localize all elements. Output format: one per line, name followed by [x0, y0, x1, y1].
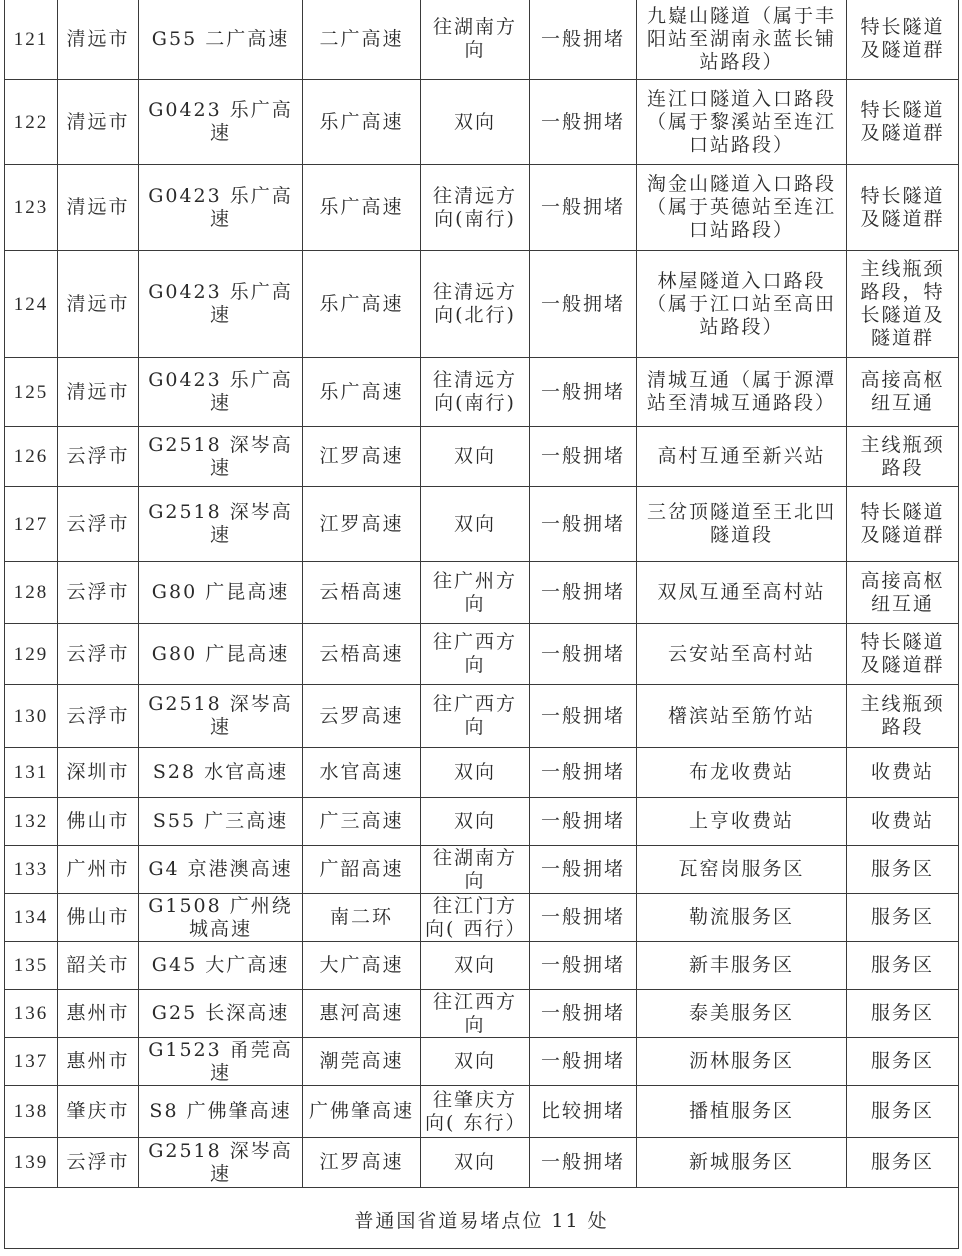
direction-cell: 双向 [421, 942, 530, 990]
table-row [5, 1138, 959, 1188]
route-cell: G0423 乐广高速 [139, 251, 303, 358]
direction-cell: 往清远方向(北行) [421, 251, 530, 358]
type-cell: 收费站 [847, 748, 959, 798]
route-cell: G2518 深岑高速 [139, 487, 303, 562]
direction-cell: 往清远方向(南行) [421, 358, 530, 427]
level-cell: 比较拥堵 [530, 1086, 637, 1138]
road-name-cell: 广韶高速 [303, 846, 421, 894]
location-cell: 云安站至高村站 [637, 624, 847, 685]
section-footer-row [5, 1188, 959, 1249]
city-cell: 肇庆市 [58, 1086, 139, 1138]
route-cell: G2518 深岑高速 [139, 685, 303, 748]
row-number: 123 [5, 165, 58, 251]
route-cell: G1508 广州绕城高速 [139, 894, 303, 942]
level-cell: 一般拥堵 [530, 990, 637, 1038]
road-name-cell: 乐广高速 [303, 358, 421, 427]
level-cell: 一般拥堵 [530, 80, 637, 165]
row-number: 124 [5, 251, 58, 358]
road-name-cell: 广佛肇高速 [303, 1086, 421, 1138]
row-number: 128 [5, 562, 58, 624]
level-cell: 一般拥堵 [530, 942, 637, 990]
route-cell: S28 水官高速 [139, 748, 303, 798]
route-cell: G0423 乐广高速 [139, 80, 303, 165]
direction-cell: 双向 [421, 80, 530, 165]
row-number: 121 [5, 0, 58, 80]
road-name-cell: 云罗高速 [303, 685, 421, 748]
location-cell: 布龙收费站 [637, 748, 847, 798]
city-cell: 云浮市 [58, 685, 139, 748]
row-number: 130 [5, 685, 58, 748]
city-cell: 清远市 [58, 165, 139, 251]
level-cell: 一般拥堵 [530, 251, 637, 358]
route-cell: G2518 深岑高速 [139, 1138, 303, 1188]
row-number: 135 [5, 942, 58, 990]
table-row [5, 846, 959, 894]
row-number: 129 [5, 624, 58, 685]
row-number: 125 [5, 358, 58, 427]
table-row [5, 624, 959, 685]
section-footer-label: 普通国省道易堵点位 11 处 [354, 1209, 609, 1232]
type-cell: 主线瓶颈路段 [847, 427, 959, 487]
row-number: 127 [5, 487, 58, 562]
location-cell: 新城服务区 [637, 1138, 847, 1188]
location-cell: 连江口隧道入口路段（属于黎溪站至连江口站路段） [637, 80, 847, 165]
city-cell: 云浮市 [58, 427, 139, 487]
route-cell: G0423 乐广高速 [139, 165, 303, 251]
direction-cell: 往肇庆方向( 东行） [421, 1086, 530, 1138]
type-cell: 特长隧道及隧道群 [847, 165, 959, 251]
road-name-cell: 水官高速 [303, 748, 421, 798]
city-cell: 清远市 [58, 80, 139, 165]
city-cell: 惠州市 [58, 990, 139, 1038]
route-cell: G55 二广高速 [139, 0, 303, 80]
road-name-cell: 惠河高速 [303, 990, 421, 1038]
type-cell: 服务区 [847, 942, 959, 990]
row-number: 126 [5, 427, 58, 487]
level-cell: 一般拥堵 [530, 685, 637, 748]
table-row [5, 251, 959, 358]
table-row [5, 358, 959, 427]
city-cell: 云浮市 [58, 562, 139, 624]
type-cell: 服务区 [847, 1038, 959, 1086]
route-cell: G45 大广高速 [139, 942, 303, 990]
direction-cell: 往湖南方向 [421, 846, 530, 894]
level-cell: 一般拥堵 [530, 798, 637, 846]
type-cell: 特长隧道及隧道群 [847, 80, 959, 165]
table-row [5, 487, 959, 562]
level-cell: 一般拥堵 [530, 894, 637, 942]
location-cell: 高村互通至新兴站 [637, 427, 847, 487]
section-footer [5, 1188, 959, 1249]
road-name-cell: 潮莞高速 [303, 1038, 421, 1086]
type-cell: 特长隧道及隧道群 [847, 0, 959, 80]
type-cell: 服务区 [847, 1086, 959, 1138]
location-cell: 淘金山隧道入口路段（属于英德站至连江口站路段） [637, 165, 847, 251]
city-cell: 云浮市 [58, 1138, 139, 1188]
direction-cell: 往广西方向 [421, 624, 530, 685]
direction-cell: 往湖南方向 [421, 0, 530, 80]
direction-cell: 双向 [421, 487, 530, 562]
type-cell: 高接高枢纽互通 [847, 358, 959, 427]
location-cell: 清城互通（属于源潭站至清城互通路段） [637, 358, 847, 427]
table-row [5, 80, 959, 165]
route-cell: G25 长深高速 [139, 990, 303, 1038]
level-cell: 一般拥堵 [530, 165, 637, 251]
type-cell: 服务区 [847, 846, 959, 894]
row-number: 139 [5, 1138, 58, 1188]
road-name-cell: 云梧高速 [303, 562, 421, 624]
road-name-cell: 乐广高速 [303, 251, 421, 358]
table-row [5, 165, 959, 251]
type-cell: 特长隧道及隧道群 [847, 624, 959, 685]
route-cell: G0423 乐广高速 [139, 358, 303, 427]
road-name-cell: 南二环 [303, 894, 421, 942]
type-cell: 主线瓶颈路段 [847, 685, 959, 748]
route-cell: G80 广昆高速 [139, 624, 303, 685]
type-cell: 收费站 [847, 798, 959, 846]
direction-cell: 往广西方向 [421, 685, 530, 748]
direction-cell: 往江门方向( 西行） [421, 894, 530, 942]
congestion-points-table [4, 0, 959, 1249]
table-row [5, 1038, 959, 1086]
type-cell: 主线瓶颈路段，特长隧道及隧道群 [847, 251, 959, 358]
type-cell: 服务区 [847, 990, 959, 1038]
type-cell: 特长隧道及隧道群 [847, 487, 959, 562]
direction-cell: 往江西方向 [421, 990, 530, 1038]
location-cell: 林屋隧道入口路段（属于江口站至高田站路段） [637, 251, 847, 358]
city-cell: 佛山市 [58, 894, 139, 942]
direction-cell: 双向 [421, 748, 530, 798]
route-cell: G80 广昆高速 [139, 562, 303, 624]
table-row [5, 0, 959, 80]
direction-cell: 双向 [421, 1038, 530, 1086]
row-number: 122 [5, 80, 58, 165]
table-row [5, 990, 959, 1038]
road-name-cell: 江罗高速 [303, 427, 421, 487]
route-cell: G2518 深岑高速 [139, 427, 303, 487]
road-name-cell: 江罗高速 [303, 487, 421, 562]
location-cell: 新丰服务区 [637, 942, 847, 990]
level-cell: 一般拥堵 [530, 624, 637, 685]
road-name-cell: 广三高速 [303, 798, 421, 846]
row-number: 133 [5, 846, 58, 894]
location-cell: 沥林服务区 [637, 1038, 847, 1086]
level-cell: 一般拥堵 [530, 1138, 637, 1188]
city-cell: 云浮市 [58, 624, 139, 685]
row-number: 134 [5, 894, 58, 942]
city-cell: 清远市 [58, 358, 139, 427]
city-cell: 清远市 [58, 0, 139, 80]
location-cell: 泰美服务区 [637, 990, 847, 1038]
level-cell: 一般拥堵 [530, 358, 637, 427]
table-row [5, 748, 959, 798]
road-name-cell: 江罗高速 [303, 1138, 421, 1188]
level-cell: 一般拥堵 [530, 846, 637, 894]
location-cell: 瓦窑岗服务区 [637, 846, 847, 894]
table-row [5, 427, 959, 487]
city-cell: 韶关市 [58, 942, 139, 990]
row-number: 137 [5, 1038, 58, 1086]
level-cell: 一般拥堵 [530, 748, 637, 798]
road-name-cell: 乐广高速 [303, 80, 421, 165]
row-number: 131 [5, 748, 58, 798]
level-cell: 一般拥堵 [530, 0, 637, 80]
table-row [5, 562, 959, 624]
direction-cell: 双向 [421, 798, 530, 846]
level-cell: 一般拥堵 [530, 1038, 637, 1086]
level-cell: 一般拥堵 [530, 562, 637, 624]
location-cell: 三岔顶隧道至王北凹隧道段 [637, 487, 847, 562]
table-row [5, 1086, 959, 1138]
direction-cell: 往广州方向 [421, 562, 530, 624]
direction-cell: 双向 [421, 427, 530, 487]
type-cell: 服务区 [847, 1138, 959, 1188]
direction-cell: 往清远方向(南行) [421, 165, 530, 251]
city-cell: 佛山市 [58, 798, 139, 846]
city-cell: 广州市 [58, 846, 139, 894]
road-name-cell: 二广高速 [303, 0, 421, 80]
table-row [5, 798, 959, 846]
row-number: 136 [5, 990, 58, 1038]
road-name-cell: 大广高速 [303, 942, 421, 990]
road-name-cell: 云梧高速 [303, 624, 421, 685]
row-number: 138 [5, 1086, 58, 1138]
location-cell: 勒流服务区 [637, 894, 847, 942]
type-cell: 服务区 [847, 894, 959, 942]
level-cell: 一般拥堵 [530, 487, 637, 562]
route-cell: G4 京港澳高速 [139, 846, 303, 894]
route-cell: S55 广三高速 [139, 798, 303, 846]
city-cell: 云浮市 [58, 487, 139, 562]
table-row [5, 685, 959, 748]
location-cell: 双凤互通至高村站 [637, 562, 847, 624]
city-cell: 清远市 [58, 251, 139, 358]
city-cell: 深圳市 [58, 748, 139, 798]
city-cell: 惠州市 [58, 1038, 139, 1086]
location-cell: 櫡滨站至筋竹站 [637, 685, 847, 748]
route-cell: S8 广佛肇高速 [139, 1086, 303, 1138]
type-cell: 高接高枢纽互通 [847, 562, 959, 624]
direction-cell: 双向 [421, 1138, 530, 1188]
location-cell: 播植服务区 [637, 1086, 847, 1138]
table-row [5, 894, 959, 942]
road-name-cell: 乐广高速 [303, 165, 421, 251]
row-number: 132 [5, 798, 58, 846]
table-row [5, 942, 959, 990]
location-cell: 九嶷山隧道（属于丰阳站至湖南永蓝长铺站路段） [637, 0, 847, 80]
location-cell: 上亨收费站 [637, 798, 847, 846]
level-cell: 一般拥堵 [530, 427, 637, 487]
route-cell: G1523 甬莞高速 [139, 1038, 303, 1086]
